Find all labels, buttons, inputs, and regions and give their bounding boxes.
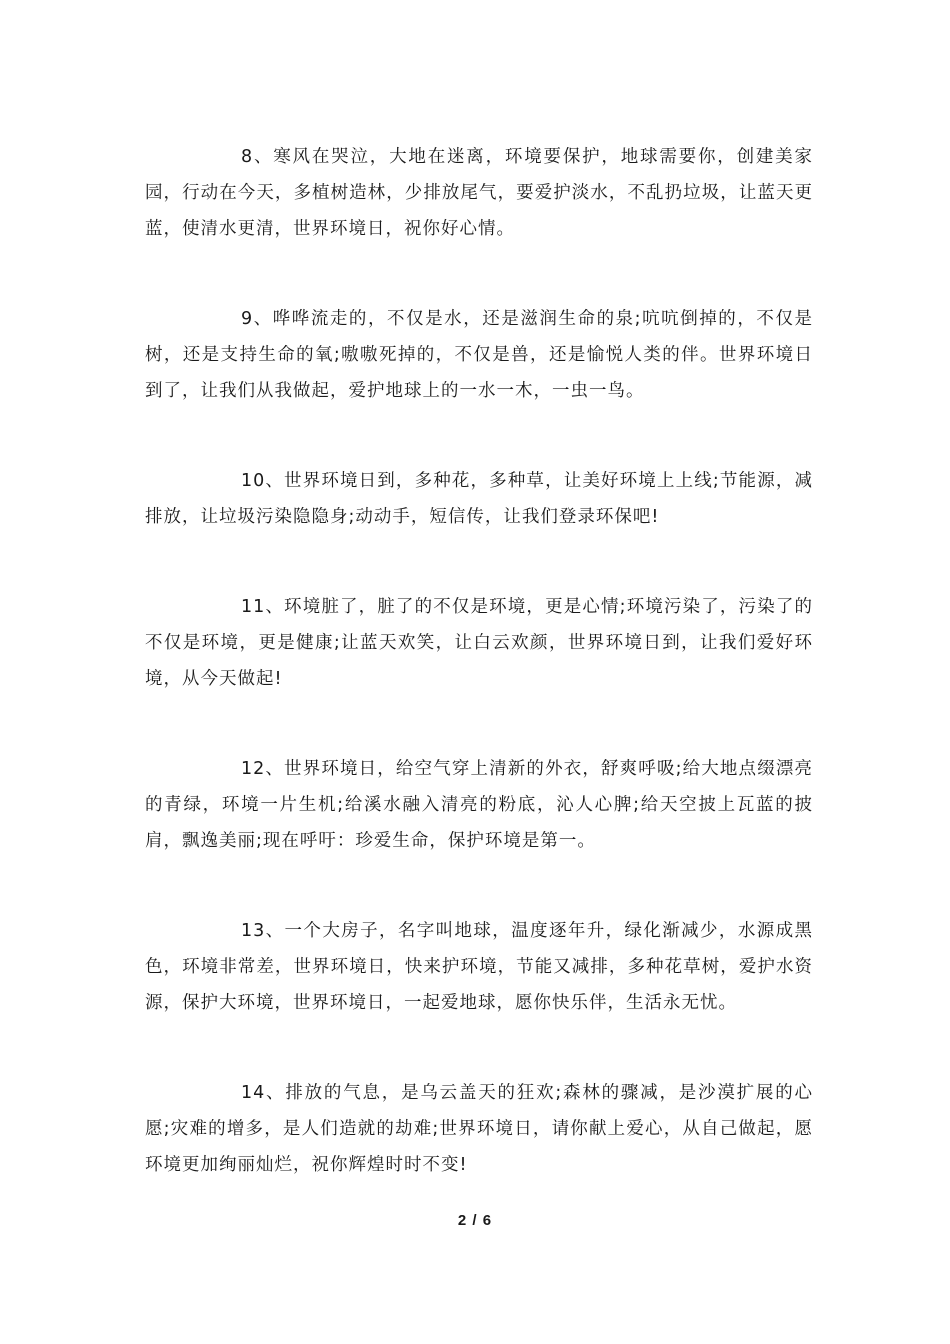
paragraph-13: 13、一个大房子，名字叫地球，温度逐年升，绿化渐减少，水源成黑色，环境非常差，世界环境日，快来护环境，节能又减排，多种花草树，爱护水资源，保护大环境，世界环境日，一起爱地球，愿你快乐伴，生活永无忧。 [145, 921, 813, 1013]
page-number: 2 / 6 [457, 1212, 493, 1229]
paragraph-12: 12、世界环境日，给空气穿上清新的外衣，舒爽呼吸;给大地点缀漂亮的青绿，环境一片生机;给溪水融入清亮的粉底，沁人心脾;给天空披上瓦蓝的披肩，飘逸美丽;现在呼吁：珍爱生命，保护环境是第一。 [145, 759, 813, 851]
paragraph-11: 11、环境脏了，脏了的不仅是环境，更是心情;环境污染了，污染了的不仅是环境，更是健康;让蓝天欢笑，让白云欢颜，世界环境日到，让我们爱好环境，从今天做起! [145, 597, 813, 689]
paragraph-14: 14、排放的气息，是乌云盖天的狂欢;森林的骤减，是沙漠扩展的心愿;灾难的增多，是人们造就的劫难;世界环境日，请你献上爱心，从自己做起，愿环境更加绚丽灿烂，祝你辉煌时时不变! [145, 1083, 813, 1175]
paragraph-9: 9、哗哗流走的，不仅是水，还是滋润生命的泉;吭吭倒掉的，不仅是树，还是支持生命的氧;嗷嗷死掉的，不仅是兽，还是愉悦人类的伴。世界环境日到了，让我们从我做起，爱护地球上的一水一木，一虫一鸟。 [145, 309, 813, 401]
paragraph-10: 10、世界环境日到，多种花，多种草，让美好环境上上线;节能源，减排放，让垃圾污染隐隐身;动动手，短信传，让我们登录环保吧! [145, 471, 813, 527]
paragraph-8: 8、寒风在哭泣，大地在迷离，环境要保护，地球需要你，创建美家园，行动在今天，多植树造林，少排放尾气，要爱护淡水，不乱扔垃圾，让蓝天更蓝，使清水更清，世界环境日，祝你好心情。 [145, 147, 813, 239]
document-body [145, 139, 813, 1237]
